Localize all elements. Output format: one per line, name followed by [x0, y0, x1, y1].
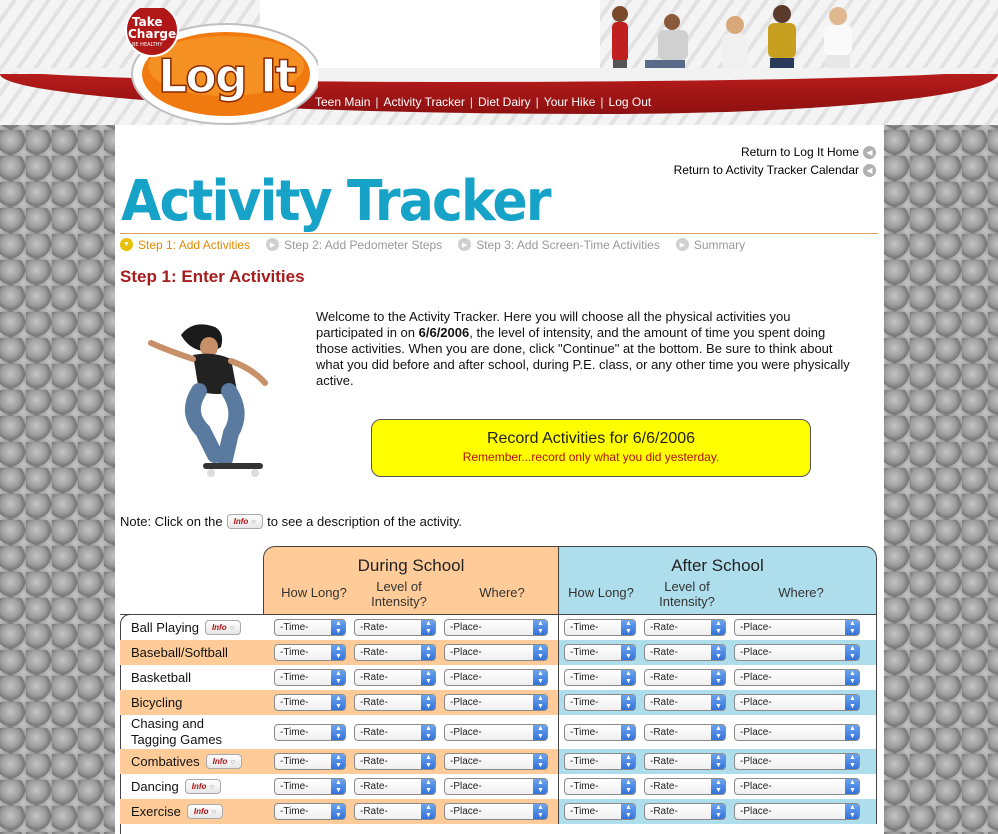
after-place-select[interactable] [734, 753, 860, 770]
return-calendar-link[interactable]: Return to Activity Tracker Calendar [673, 163, 859, 177]
select-arrows-icon: ▲ ▼ [845, 619, 860, 636]
select-value: -Place- [740, 806, 772, 817]
select-value: -Place- [450, 756, 482, 767]
step-label: Step 2: Add Pedometer Steps [284, 237, 443, 252]
during-school-cell [263, 690, 559, 715]
after-place-select[interactable] [734, 778, 860, 795]
table-row [120, 690, 877, 715]
chevron-right-icon: ▶ [266, 238, 279, 251]
select-value: -Rate- [650, 726, 678, 738]
select-arrows-icon: ▲ ▼ [711, 778, 726, 795]
chevron-down-icon: ▼ [120, 238, 133, 251]
circle-icon: ○ [251, 517, 257, 526]
step-2-pedometer[interactable] [266, 238, 442, 252]
during-school-cell [263, 640, 559, 665]
select-value: -Place- [740, 697, 772, 708]
intro-text [316, 309, 856, 389]
select-arrows-icon: ▲ ▼ [331, 778, 346, 795]
after-time-select[interactable] [564, 753, 636, 770]
after-school-cell [559, 715, 877, 749]
select-arrows-icon: ▲ ▼ [711, 724, 726, 741]
select-arrows-icon: ▲ ▼ [621, 669, 636, 686]
after-rate-select[interactable] [644, 753, 726, 770]
select-value: -Rate- [650, 781, 678, 792]
table-row [120, 774, 877, 799]
select-value: -Time- [280, 672, 309, 683]
section-heading: Step 1: Enter Activities [120, 267, 305, 286]
select-arrows-icon: ▲ ▼ [421, 724, 436, 741]
select-value: -Time- [570, 622, 599, 633]
select-arrows-icon: ▲ ▼ [533, 694, 548, 711]
return-home-link[interactable]: Return to Log It Home [740, 145, 859, 159]
after-place-select[interactable] [734, 694, 860, 711]
school-place-select[interactable] [444, 694, 548, 711]
select-value: -Time- [280, 726, 309, 738]
activity-name: Bicycling [131, 694, 183, 710]
school-time-select[interactable] [274, 778, 346, 795]
after-school-cell [559, 774, 877, 799]
table-row [120, 640, 877, 665]
svg-text:BE HEALTHY: BE HEALTHY [132, 42, 163, 48]
activity-label-cell [120, 690, 263, 715]
school-rate-select[interactable] [354, 644, 436, 661]
after-school-cell [559, 640, 877, 665]
select-value: -Time- [570, 806, 599, 817]
intro-text-part: Welcome to the Activity Tracker. Here you will choose all the physical activities you participated in on [316, 309, 791, 340]
select-arrows-icon: ▲ ▼ [845, 669, 860, 686]
intro-date: 6/6/2006 [418, 325, 470, 340]
select-arrows-icon: ▲ ▼ [533, 619, 548, 636]
during-school-header [263, 546, 559, 614]
logo-take-charge: Take [132, 15, 163, 29]
step-label: Step 1: Add Activities [138, 237, 251, 252]
select-value: -Rate- [360, 697, 388, 708]
school-place-select[interactable] [444, 619, 548, 636]
activity-name: Ball Playing [131, 619, 199, 635]
activity-name: Chasing and Tagging Games [131, 716, 223, 747]
activity-name: Dancing [131, 778, 179, 794]
activity-label-cell [120, 615, 263, 640]
info-label: Info [191, 781, 207, 791]
select-arrows-icon: ▲ ▼ [621, 619, 636, 636]
after-rate-select[interactable] [644, 669, 726, 686]
select-arrows-icon: ▲ ▼ [331, 803, 346, 820]
return-links [674, 143, 876, 179]
after-place-select[interactable] [734, 644, 860, 661]
after-time-select[interactable] [564, 669, 636, 686]
school-rate-select[interactable] [354, 803, 436, 820]
after-rate-select[interactable] [644, 778, 726, 795]
select-value: -Time- [280, 756, 309, 767]
nav-activity-tracker[interactable]: Activity Tracker [383, 95, 465, 109]
school-time-select[interactable] [274, 644, 346, 661]
back-arrow-icon[interactable]: ◀ [863, 164, 876, 177]
after-rate-select[interactable] [644, 694, 726, 711]
select-arrows-icon: ▲ ▼ [533, 644, 548, 661]
after-school-header [559, 546, 877, 614]
svg-text:Log It: Log It [158, 49, 295, 103]
record-activities-box [371, 419, 811, 477]
activity-rows [120, 614, 877, 824]
during-school-cell [263, 774, 559, 799]
nav-separator: | [535, 95, 539, 109]
select-arrows-icon: ▲ ▼ [621, 694, 636, 711]
select-value: -Time- [570, 647, 599, 658]
select-arrows-icon: ▲ ▼ [845, 694, 860, 711]
select-value: -Rate- [650, 756, 678, 767]
activity-label-cell [120, 774, 263, 799]
activity-table [115, 546, 884, 834]
select-arrows-icon: ▲ ▼ [711, 669, 726, 686]
select-arrows-icon: ▲ ▼ [711, 753, 726, 770]
info-label: Info [233, 517, 249, 526]
activity-label-cell [120, 749, 263, 774]
activity-label-cell [120, 640, 263, 665]
circle-icon: ○ [230, 756, 236, 766]
school-time-select[interactable] [274, 669, 346, 686]
after-school-cell [559, 749, 877, 774]
col-where: Where? [479, 585, 525, 600]
select-value: -Time- [570, 697, 599, 708]
after-school-cell [559, 615, 877, 640]
table-row [120, 715, 877, 749]
after-school-cell [559, 665, 877, 690]
select-value: -Place- [740, 756, 772, 767]
select-arrows-icon: ▲ ▼ [711, 644, 726, 661]
school-place-select[interactable] [444, 778, 548, 795]
activity-label-cell [120, 665, 263, 690]
school-time-select[interactable] [274, 753, 346, 770]
select-arrows-icon: ▲ ▼ [331, 644, 346, 661]
select-arrows-icon: ▲ ▼ [533, 669, 548, 686]
select-value: -Place- [450, 781, 482, 792]
nav-log-out[interactable]: Log Out [608, 95, 652, 109]
col-how-long: How Long? [281, 585, 347, 600]
step-label: Step 3: Add Screen-Time Activities [476, 237, 660, 252]
activity-name: Basketball [131, 669, 191, 685]
select-arrows-icon: ▲ ▼ [331, 694, 346, 711]
select-value: -Rate- [650, 647, 678, 658]
top-nav [315, 95, 651, 111]
select-value: -Rate- [650, 697, 678, 708]
table-row [120, 799, 877, 824]
activity-label-cell [120, 715, 263, 749]
info-note [120, 514, 462, 529]
select-arrows-icon: ▲ ▼ [331, 619, 346, 636]
select-value: -Place- [740, 622, 772, 633]
after-time-select[interactable] [564, 803, 636, 820]
school-rate-select[interactable] [354, 619, 436, 636]
during-school-cell [263, 715, 559, 749]
select-value: -Rate- [360, 806, 388, 817]
select-value: -Rate- [360, 647, 388, 658]
step-label: Summary [693, 237, 746, 252]
select-arrows-icon: ▲ ▼ [421, 803, 436, 820]
nav-teen-main[interactable]: Teen Main [315, 95, 371, 109]
select-arrows-icon: ▲ ▼ [845, 753, 860, 770]
select-arrows-icon: ▲ ▼ [621, 753, 636, 770]
after-time-select[interactable] [564, 694, 636, 711]
info-button[interactable] [206, 754, 243, 769]
school-time-select[interactable] [274, 724, 346, 741]
nav-separator: | [469, 95, 473, 109]
info-label: Info [211, 622, 227, 632]
after-rate-select[interactable] [644, 619, 726, 636]
activity-name: Baseball/Softball [131, 644, 228, 660]
svg-text:Charge: Charge [128, 27, 177, 41]
select-value: -Place- [740, 726, 772, 738]
select-value: -Place- [450, 672, 482, 683]
after-rate-select[interactable] [644, 803, 726, 820]
school-place-select[interactable] [444, 644, 548, 661]
select-value: -Rate- [360, 622, 388, 633]
after-rate-select[interactable] [644, 644, 726, 661]
select-value: -Place- [450, 697, 482, 708]
select-arrows-icon: ▲ ▼ [421, 644, 436, 661]
select-arrows-icon: ▲ ▼ [621, 724, 636, 741]
select-arrows-icon: ▲ ▼ [711, 803, 726, 820]
after-rate-select[interactable] [644, 724, 726, 741]
select-value: -Rate- [360, 726, 388, 738]
info-label: Info [193, 806, 209, 816]
activity-name: Combatives [131, 753, 200, 769]
during-school-cell [263, 799, 559, 824]
school-place-select[interactable] [444, 724, 548, 741]
select-arrows-icon: ▲ ▼ [621, 778, 636, 795]
select-value: -Time- [280, 697, 309, 708]
select-value: -Place- [740, 781, 772, 792]
school-rate-select[interactable] [354, 778, 436, 795]
school-rate-select[interactable] [354, 753, 436, 770]
after-time-select[interactable] [564, 724, 636, 741]
select-arrows-icon: ▲ ▼ [711, 619, 726, 636]
select-value: -Place- [450, 622, 482, 633]
select-value: -Rate- [650, 622, 678, 633]
circle-icon: ○ [211, 806, 217, 816]
after-place-select[interactable] [734, 724, 860, 741]
select-arrows-icon: ▲ ▼ [711, 694, 726, 711]
step-1-add-activities[interactable] [120, 238, 250, 252]
info-button[interactable] [185, 779, 222, 794]
circle-icon: ○ [209, 781, 215, 791]
after-time-select[interactable] [564, 619, 636, 636]
during-school-cell [263, 665, 559, 690]
main-content [115, 125, 884, 834]
page-title: Activity Tracker [121, 169, 550, 234]
after-time-select[interactable] [564, 778, 636, 795]
after-place-select[interactable] [734, 803, 860, 820]
record-title: Record Activities for 6/6/2006 [486, 430, 696, 447]
select-arrows-icon: ▲ ▼ [331, 753, 346, 770]
select-value: -Place- [740, 647, 772, 658]
select-value: -Place- [450, 806, 482, 817]
select-arrows-icon: ▲ ▼ [845, 724, 860, 741]
info-button[interactable] [187, 804, 224, 819]
select-value: -Rate- [360, 756, 388, 767]
select-arrows-icon: ▲ ▼ [845, 644, 860, 661]
chevron-right-icon: ▶ [458, 238, 471, 251]
select-value: -Time- [570, 756, 599, 767]
skateboarder-photo [133, 313, 293, 483]
school-rate-select[interactable] [354, 694, 436, 711]
school-time-select[interactable] [274, 619, 346, 636]
activity-name: Exercise [131, 803, 181, 819]
during-school-title: During School [357, 556, 465, 575]
select-arrows-icon: ▲ ▼ [621, 644, 636, 661]
col-level: Level of Intensity? [371, 579, 427, 609]
select-value: -Rate- [360, 781, 388, 792]
school-place-select[interactable] [444, 669, 548, 686]
record-subtitle: Remember...record only what you did yesterday. [462, 450, 720, 464]
school-time-select[interactable] [274, 803, 346, 820]
note-text: Note: Click on the [120, 514, 223, 529]
school-place-select[interactable] [444, 753, 548, 770]
select-value: -Time- [570, 672, 599, 683]
select-value: -Rate- [650, 672, 678, 683]
select-arrows-icon: ▲ ▼ [533, 803, 548, 820]
select-value: -Time- [280, 781, 309, 792]
select-arrows-icon: ▲ ▼ [621, 803, 636, 820]
select-arrows-icon: ▲ ▼ [421, 669, 436, 686]
info-label: Info [212, 756, 228, 766]
note-text: to see a description of the activity. [267, 514, 462, 529]
school-place-select[interactable] [444, 803, 548, 820]
select-arrows-icon: ▲ ▼ [421, 694, 436, 711]
during-school-cell [263, 615, 559, 640]
nav-your-hike[interactable]: Your Hike [543, 95, 596, 109]
select-arrows-icon: ▲ ▼ [421, 753, 436, 770]
select-value: -Rate- [360, 672, 388, 683]
col-how-long: How Long? [568, 585, 634, 600]
select-value: -Time- [280, 806, 309, 817]
school-rate-select[interactable] [354, 724, 436, 741]
select-arrows-icon: ▲ ▼ [331, 724, 346, 741]
after-time-select[interactable] [564, 644, 636, 661]
during-school-cell [263, 749, 559, 774]
table-row [120, 665, 877, 690]
select-value: -Place- [450, 647, 482, 658]
circle-icon: ○ [229, 622, 235, 632]
after-place-select[interactable] [734, 619, 860, 636]
select-value: -Place- [450, 726, 482, 738]
select-arrows-icon: ▲ ▼ [533, 778, 548, 795]
info-button[interactable] [205, 620, 242, 635]
after-school-cell [559, 690, 877, 715]
select-arrows-icon: ▲ ▼ [845, 803, 860, 820]
table-row [120, 615, 877, 640]
school-time-select[interactable] [274, 694, 346, 711]
activity-label-cell [120, 799, 263, 824]
select-arrows-icon: ▲ ▼ [331, 669, 346, 686]
steps-progress [120, 233, 878, 255]
after-place-select[interactable] [734, 669, 860, 686]
select-value: -Time- [570, 726, 599, 738]
select-value: -Time- [280, 647, 309, 658]
select-arrows-icon: ▲ ▼ [533, 724, 548, 741]
nav-diet-dairy[interactable]: Diet Dairy [477, 95, 531, 109]
nav-separator: | [600, 95, 604, 109]
school-rate-select[interactable] [354, 669, 436, 686]
intro-text-part: , the level of intensity, and the amount of time you spent doing those activities. When you are done, click "Continue" at the bottom. Be sure to think about what you did before and after school, during P.E. class, or any other time you were physically active. [316, 325, 850, 388]
col-level: Level of Intensity? [659, 579, 715, 609]
nav-separator: | [375, 95, 379, 109]
info-button[interactable] [227, 514, 264, 529]
table-row [120, 749, 877, 774]
select-arrows-icon: ▲ ▼ [845, 778, 860, 795]
select-arrows-icon: ▲ ▼ [421, 619, 436, 636]
back-arrow-icon[interactable]: ◀ [863, 146, 876, 159]
after-school-title: After School [671, 556, 764, 575]
step-3-screen-time[interactable] [458, 238, 660, 252]
select-value: -Rate- [650, 806, 678, 817]
select-arrows-icon: ▲ ▼ [421, 778, 436, 795]
after-school-cell [559, 799, 877, 824]
select-arrows-icon: ▲ ▼ [533, 753, 548, 770]
col-where: Where? [778, 585, 824, 600]
select-value: -Time- [280, 622, 309, 633]
select-value: -Place- [740, 672, 772, 683]
select-value: -Time- [570, 781, 599, 792]
step-summary[interactable] [676, 238, 745, 252]
chevron-right-icon: ▶ [676, 238, 689, 251]
log-it-logo[interactable] [124, 8, 318, 126]
